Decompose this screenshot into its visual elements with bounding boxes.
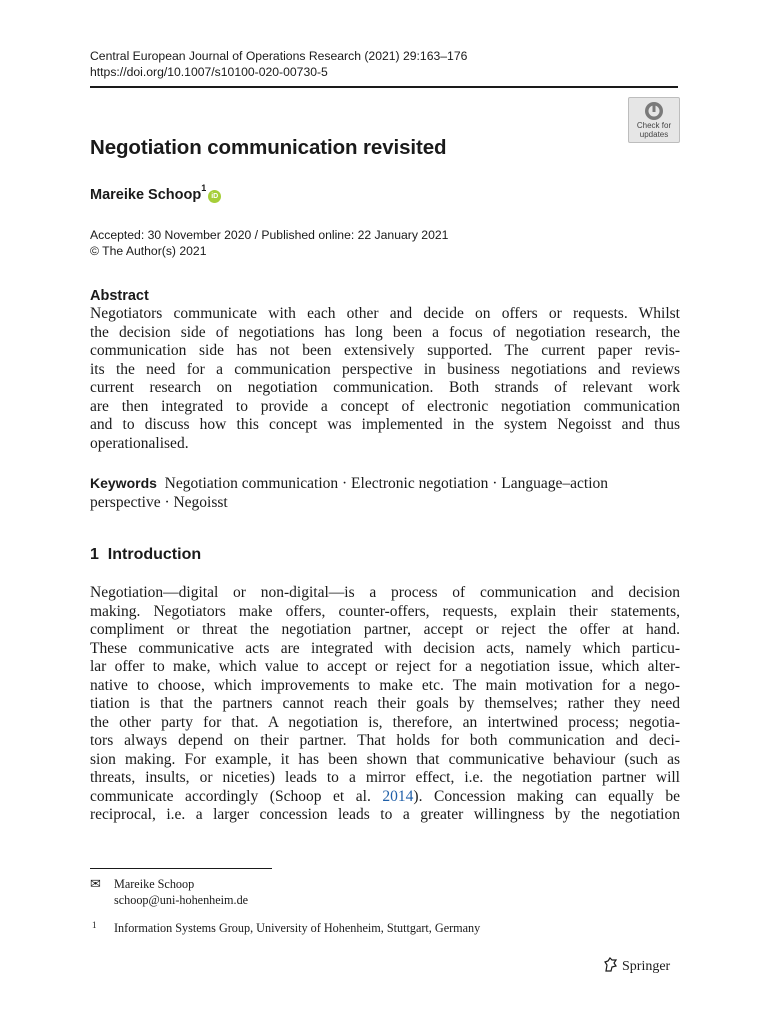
footnote-rule <box>90 868 272 869</box>
mail-icon: ✉ <box>90 876 101 891</box>
publisher-name: Springer <box>622 959 671 974</box>
abstract-heading: Abstract <box>90 288 149 304</box>
affiliation-number: 1 <box>92 920 97 930</box>
intro-line: sion making. For example, it has been shown that communicative behaviour (such as <box>90 750 680 768</box>
intro-line: tiation is that the partners cannot reach their goals by themselves; rather they need <box>90 695 680 712</box>
abstract-line: current research on negotiation communication. Both strands of relevant work <box>90 379 680 396</box>
section-heading <box>90 546 201 564</box>
intro-line: These communicative acts are integrated with decision acts, namely which particu- <box>90 639 680 657</box>
doi-link[interactable]: https://doi.org/10.1007/s10100-020-00730-5 <box>90 65 328 79</box>
abstract-line: communication side has not been extensively supported. The current paper revis- <box>90 342 680 359</box>
intro-line: reciprocal, i.e. a larger concession leads to a greater willingness by the negotiation <box>90 806 680 823</box>
publisher-logo <box>603 957 670 975</box>
intro-line-citation <box>90 788 680 807</box>
abstract-line: operationalised. <box>90 434 189 452</box>
corresponding-author-name: Mareike Schoop <box>114 877 195 891</box>
publication-dates <box>90 228 448 259</box>
keywords-text1: Negotiation communication · Electronic negotiation · Language–action <box>164 475 608 492</box>
section-number: 1 <box>90 546 99 563</box>
author-line <box>90 185 221 203</box>
citation-link[interactable]: 2014 <box>382 787 414 805</box>
journal-citation: Central European Journal of Operations Research (2021) 29:163–176 <box>90 49 468 63</box>
intro-line: Negotiation—digital or non-digital—is a process of communication and decision <box>90 584 680 601</box>
abstract-line: the decision side of negotiations has long been a focus of negotiation research, the <box>90 323 680 341</box>
abstract-line: are then integrated to provide a concept of electronic negotiation communication <box>90 397 680 415</box>
orcid-icon[interactable]: iD <box>208 190 221 203</box>
abstract-text <box>90 305 680 453</box>
intro-line-text: ). Concession making can equally be <box>413 787 680 805</box>
author-name[interactable]: Mareike Schoop <box>90 186 202 203</box>
corresponding-author <box>114 876 248 908</box>
journal-header <box>90 48 467 80</box>
introduction-text <box>90 584 680 825</box>
abstract-line: its the need for a communication perspective in business negotiations and reviews <box>90 360 680 378</box>
keywords-line1 <box>90 474 680 494</box>
intro-line: making. Negotiators make offers, counter-offers, requests, explain their statements, <box>90 602 680 620</box>
abstract-line: and to discuss how this concept was implemented in the system Negoisst and thus <box>90 416 680 433</box>
accepted-published: Accepted: 30 November 2020 / Published online: 22 January 2021 <box>90 228 449 242</box>
intro-line: native to choose, which improvements to make etc. The main motivation for a nego- <box>90 676 680 694</box>
abstract-line: Negotiators communicate with each other and decide on offers or requests. Whilst <box>90 305 680 322</box>
copyright: © The Author(s) 2021 <box>90 243 207 258</box>
keywords-label: Keywords <box>90 475 157 491</box>
section-title: Introduction <box>107 546 202 563</box>
springer-horse-icon <box>603 957 619 973</box>
affiliation: Information Systems Group, University of Hohenheim, Stuttgart, Germany <box>114 921 481 935</box>
badge-line1: Check for <box>636 121 672 130</box>
intro-line: compliment or threat the negotiation partner, accept or reject the offer at hand. <box>90 621 680 638</box>
intro-line: tors always depend on their partner. That holds for both communication and deci- <box>90 732 680 749</box>
check-for-updates-badge[interactable] <box>628 97 680 143</box>
keywords <box>90 474 680 512</box>
intro-line: the other party for that. A negotiation is, therefore, an intertwined process; negotia- <box>90 713 680 731</box>
intro-line: threats, insults, or niceties) leads to a mirror effect, i.e. the negotiation partner will <box>90 769 680 786</box>
badge-line2: updates <box>639 129 669 139</box>
intro-line-text: communicate accordingly (Schoop et al. <box>90 787 383 805</box>
header-rule <box>90 86 678 88</box>
intro-line: lar offer to make, which value to accept or reject for a negotiation issue, which alter- <box>90 658 680 675</box>
article-title: Negotiation communication revisited <box>90 136 447 159</box>
author-affil-sup: 1 <box>201 183 207 193</box>
keywords-line2: perspective · Negoisst <box>90 493 228 511</box>
crossmark-icon <box>644 101 664 121</box>
author-email[interactable]: schoop@uni-hohenheim.de <box>114 893 249 907</box>
